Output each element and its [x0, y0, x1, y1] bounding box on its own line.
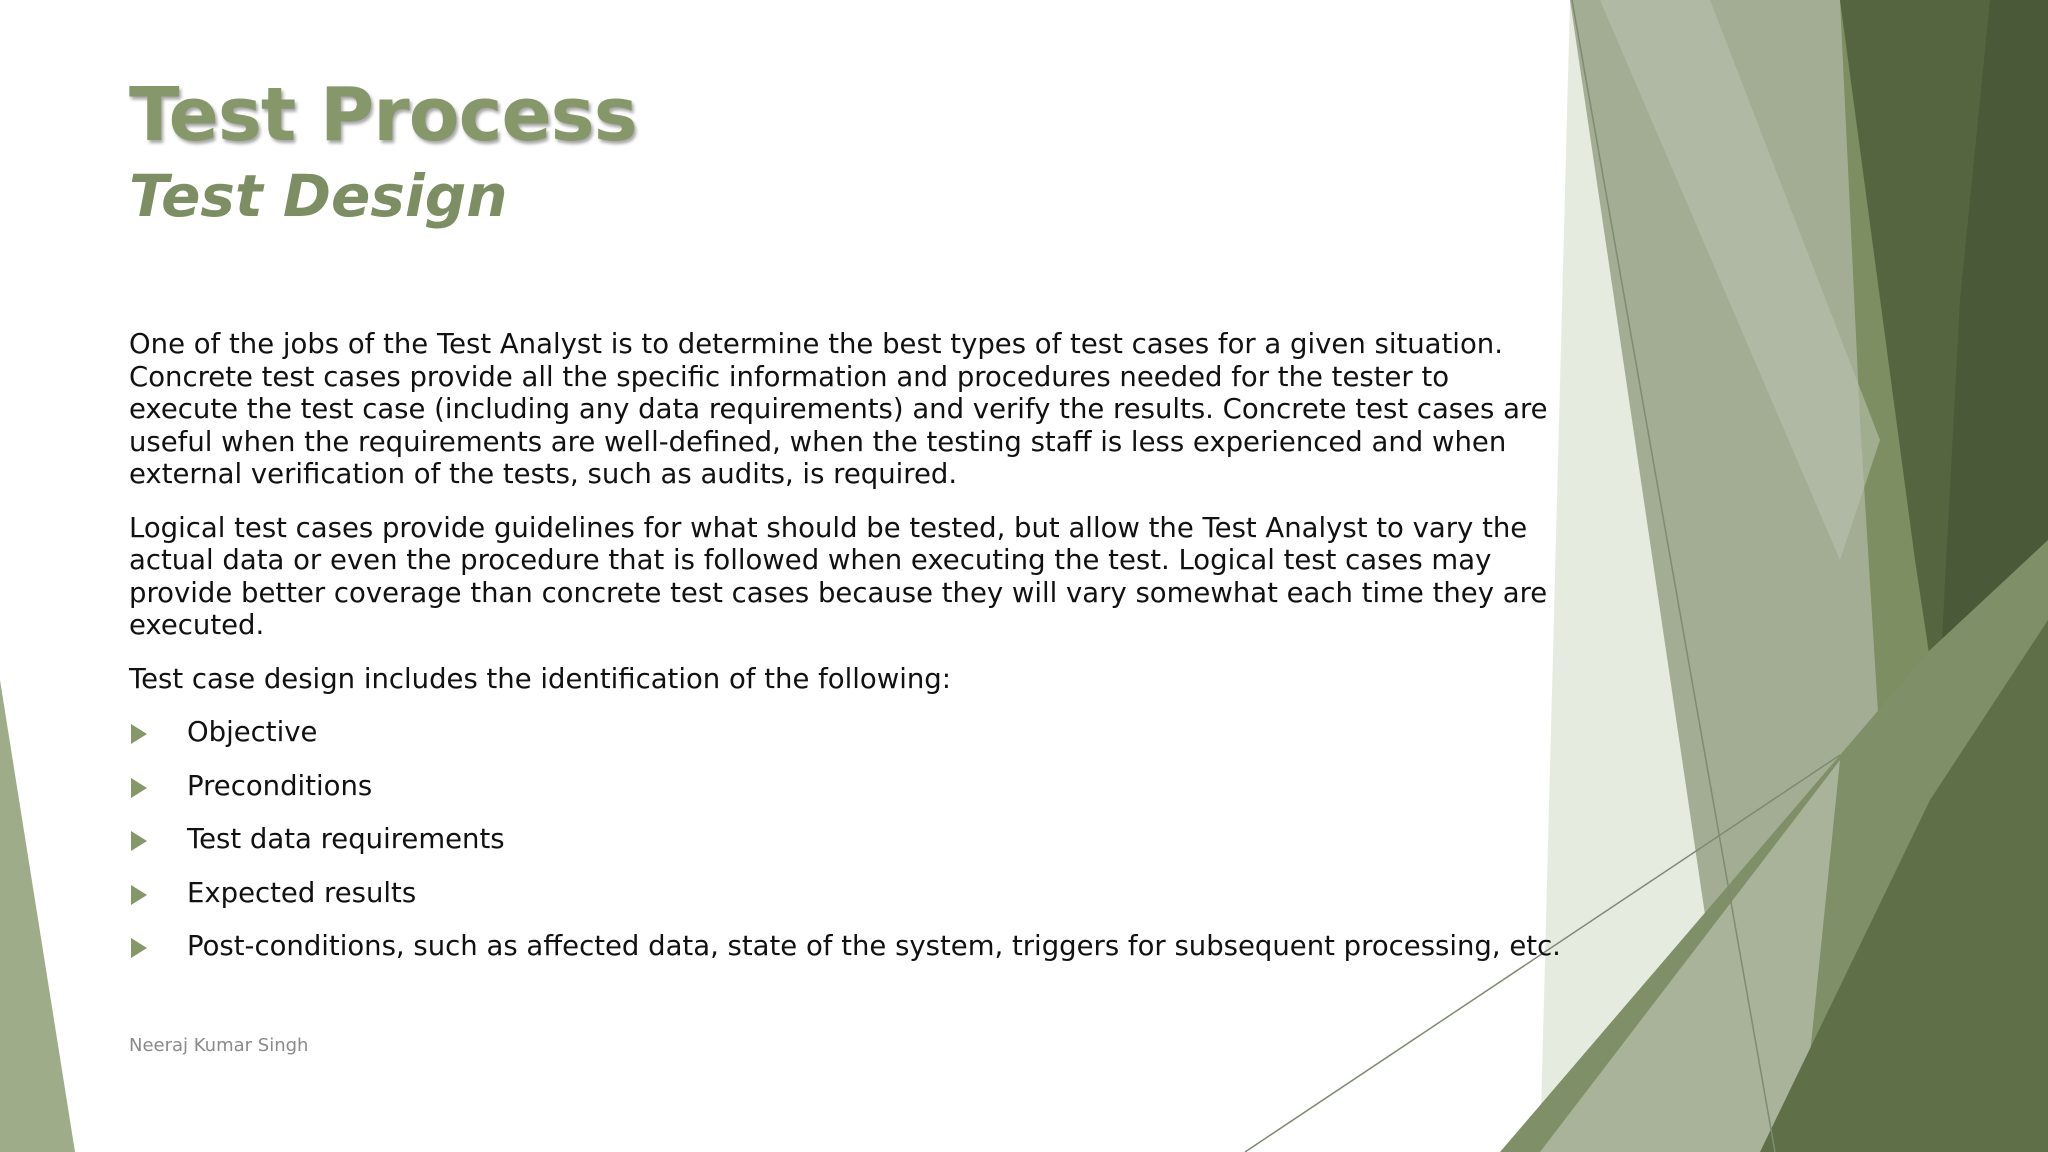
list-item-label: Expected results [187, 876, 417, 909]
triangle-right-icon [131, 938, 147, 958]
list-item [129, 823, 1549, 856]
slide-subtitle: Test Design [129, 162, 508, 230]
triangle-right-icon [131, 831, 147, 851]
triangle-right-icon [131, 724, 147, 744]
list-item-label: Test data requirements [187, 823, 505, 855]
slide-title: Test Process [129, 72, 637, 158]
bullet-list [129, 716, 1561, 963]
footer-author: Neeraj Kumar Singh [129, 1035, 309, 1056]
list-item-label: Preconditions [187, 769, 373, 802]
triangle-right-icon [131, 778, 147, 798]
list-item [129, 930, 1561, 963]
slide-body [129, 328, 1561, 984]
list-item-label: Objective [187, 716, 318, 748]
left-edge-triangle [0, 680, 75, 1152]
paragraph-logical-test-cases: Logical test cases provide guidelines for what should be tested, but allow the Test Analyst to vary the actual data or even the procedure that is followed when executing the test. Logical test cases may provide better coverage than concrete test cases because they will vary somewhat each time they are executed. [129, 511, 1548, 641]
list-item [129, 877, 1549, 910]
list-item [129, 716, 1549, 749]
list-item [129, 770, 1549, 803]
paragraph-concrete-test-cases: One of the jobs of the Test Analyst is to determine the best types of test cases for a given situation. Concrete test cases provide all the specific information and procedures needed for the tester to execute the test case (including any data requirements) and verify the results. Concrete test cases are useful when the requirements are well-defined, when the testing staff is less experienced and when external verification of the tests, such as audits, is required. [129, 328, 1548, 490]
paragraph-design-intro: Test case design includes the identification of the following: [129, 662, 951, 695]
list-item-label: Post-conditions, such as affected data, state of the system, triggers for subsequent processing, etc. [187, 930, 1561, 962]
triangle-right-icon [131, 885, 147, 905]
